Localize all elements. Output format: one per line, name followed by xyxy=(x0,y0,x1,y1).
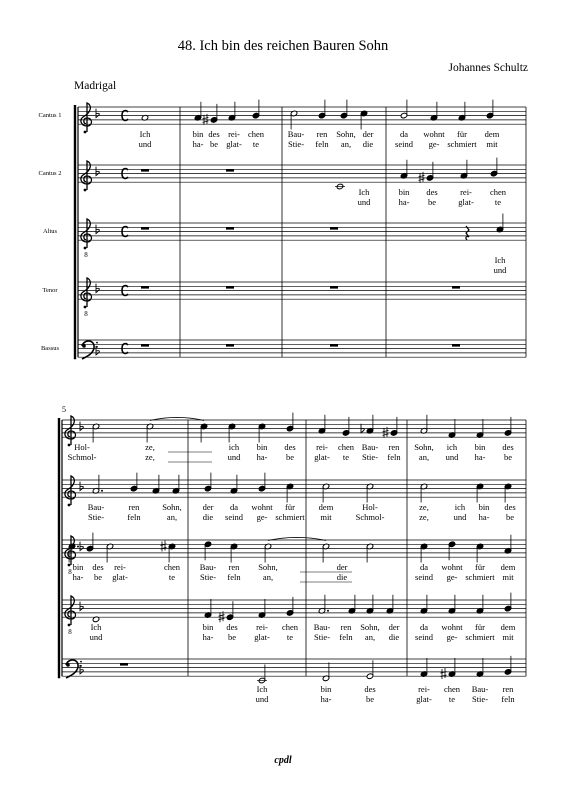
lyric-syllable: mit xyxy=(502,572,514,582)
augmentation-dot xyxy=(77,545,79,547)
lyric-syllable: ich xyxy=(228,442,240,452)
lyric-syllable: te xyxy=(286,632,294,642)
augmentation-dot xyxy=(101,490,103,492)
flat-sign-icon xyxy=(80,542,83,551)
whole-rest-icon xyxy=(226,286,234,288)
lyric-syllable: Stie- xyxy=(361,452,379,462)
whole-rest-icon xyxy=(330,344,338,346)
lyric-syllable: te xyxy=(448,694,456,704)
lyric-syllable: glat- xyxy=(458,197,474,207)
treble-clef-icon xyxy=(81,161,92,190)
flat-sign-icon xyxy=(96,284,99,293)
lyric-syllable: mit xyxy=(320,512,332,522)
treble-clef-tail-icon xyxy=(84,247,87,250)
piece-title: 48. Ich bin des reichen Bauren Sohn xyxy=(177,38,389,54)
lyric-syllable: für xyxy=(475,562,485,572)
lyric-syllable: Ich xyxy=(494,255,506,265)
lyric-syllable: be xyxy=(93,572,103,582)
lyric-syllable: an, xyxy=(364,632,376,642)
lyric-syllable: und xyxy=(89,632,103,642)
lyric-syllable: des xyxy=(502,442,514,452)
lyric-syllable: da xyxy=(399,129,409,139)
lyric-syllable: ze, xyxy=(419,512,429,522)
lyric-syllable: Ich xyxy=(90,622,102,632)
lyric-syllable: bin xyxy=(320,684,332,694)
lyric-syllable: Hol- xyxy=(362,502,378,512)
lyric-syllable: und xyxy=(453,512,467,522)
lyric-syllable: die xyxy=(202,512,214,522)
lyric-syllable: für xyxy=(457,129,467,139)
whole-rest-icon xyxy=(330,227,338,229)
lyric-syllable: seind xyxy=(225,512,243,522)
lyric-syllable: ich xyxy=(446,442,458,452)
whole-rest-icon xyxy=(452,344,460,346)
lyric-syllable: te xyxy=(342,452,350,462)
bass-clef-icon xyxy=(66,660,78,678)
lyric-syllable: ha- xyxy=(320,694,332,704)
lyric-syllable: die xyxy=(362,139,374,149)
lyric-syllable: be xyxy=(285,452,295,462)
lyric-syllable: da xyxy=(229,502,239,512)
lyric-syllable: be xyxy=(227,632,237,642)
lyric-syllable: Bau- xyxy=(471,684,489,694)
lyric-syllable: für xyxy=(285,502,295,512)
sharp-sign-icon xyxy=(441,668,447,679)
lyric-syllable: des xyxy=(284,442,296,452)
whole-rest-icon xyxy=(226,344,234,346)
lyric-syllable: chen xyxy=(337,442,355,452)
lyric-syllable: der xyxy=(202,502,214,512)
lyric-syllable: feln xyxy=(339,632,353,642)
lyric-syllable: Sohn, xyxy=(336,129,356,139)
lyric-syllable: mit xyxy=(486,139,498,149)
octave-eight-marker: 8 xyxy=(68,628,72,636)
lyric-syllable: Bau- xyxy=(199,562,217,572)
lyric-syllable: rei- xyxy=(316,442,328,452)
lyric-syllable: Bau- xyxy=(87,502,105,512)
lyric-syllable: des xyxy=(92,562,104,572)
whole-rest-icon xyxy=(141,286,149,288)
lyric-syllable: der xyxy=(388,622,400,632)
flat-sign-icon xyxy=(80,482,83,491)
lyric-syllable: bin xyxy=(72,562,84,572)
lyric-syllable: Bau- xyxy=(287,129,305,139)
lyric-syllable: ren xyxy=(340,622,352,632)
quarter-rest-icon xyxy=(466,226,469,240)
lyric-syllable: be xyxy=(427,197,437,207)
treble-clef-tail-icon xyxy=(84,306,87,309)
lyric-syllable: bin xyxy=(398,187,410,197)
lyric-syllable: feln xyxy=(387,452,401,462)
lyric-syllable: chen xyxy=(489,187,507,197)
lyric-syllable: Sohn, xyxy=(360,622,380,632)
lyric-syllable: ge- xyxy=(256,512,268,522)
lyric-syllable: feln xyxy=(315,139,329,149)
whole-rest-icon xyxy=(226,169,234,171)
lyric-syllable: des xyxy=(226,622,238,632)
whole-rest-icon xyxy=(141,227,149,229)
lyric-syllable: ich xyxy=(454,502,466,512)
lyric-syllable: Ich xyxy=(139,129,151,139)
lyric-syllable: chen xyxy=(281,622,299,632)
lyric-syllable: und xyxy=(445,452,459,462)
lyric-syllable: ha- xyxy=(192,139,204,149)
lyric-syllable: des xyxy=(208,129,220,139)
lyric-syllable: ren xyxy=(316,129,328,139)
lyric-syllable: Schmol- xyxy=(355,512,385,522)
lyric-syllable: schmiert xyxy=(465,632,495,642)
part-name-label: Cantus 2 xyxy=(38,170,62,177)
flat-sign-icon xyxy=(361,424,364,433)
lyric-syllable: mit xyxy=(502,632,514,642)
lyric-syllable: bin xyxy=(192,129,204,139)
lyric-syllable: glat- xyxy=(226,139,242,149)
lyric-syllable: ze, xyxy=(145,452,155,462)
lyric-syllable: chen xyxy=(247,129,265,139)
lyric-syllable: seind xyxy=(415,572,433,582)
lyric-syllable: ha- xyxy=(474,452,486,462)
notation-layer xyxy=(39,100,526,704)
treble-clef-tail-icon xyxy=(68,624,71,627)
lyric-syllable: an, xyxy=(418,452,430,462)
whole-rest-icon xyxy=(452,286,460,288)
lyric-syllable: Stie- xyxy=(287,139,305,149)
lyric-syllable: seind xyxy=(395,139,413,149)
lyric-syllable: rei- xyxy=(418,684,430,694)
lyric-syllable: ze, xyxy=(419,502,429,512)
bass-clef-dot-icon xyxy=(66,663,70,667)
lyric-syllable: ren xyxy=(388,442,400,452)
lyric-syllable: ha- xyxy=(202,632,214,642)
lyric-syllable: be xyxy=(505,512,515,522)
lyric-syllable: glat- xyxy=(254,632,270,642)
measure-number: 5 xyxy=(62,405,66,414)
lyric-syllable: dem xyxy=(484,129,500,139)
publisher-logo: cpdl xyxy=(274,755,292,766)
lyric-syllable: ren xyxy=(502,684,514,694)
lyric-syllable: chen xyxy=(163,562,181,572)
octave-eight-marker: 8 xyxy=(84,310,88,318)
lyric-syllable: schmiert xyxy=(447,139,477,149)
lyric-syllable: feln xyxy=(127,512,141,522)
sharp-sign-icon xyxy=(161,540,167,551)
lyric-syllable: da xyxy=(419,562,429,572)
flat-sign-icon xyxy=(80,602,83,611)
lyric-syllable: ge- xyxy=(446,572,458,582)
lyric-syllable: der xyxy=(362,129,374,139)
lyric-syllable: Stie- xyxy=(199,572,217,582)
lyric-syllable: schmiert xyxy=(275,512,305,522)
lyric-syllable: an, xyxy=(262,572,274,582)
lyric-syllable: Ich xyxy=(358,187,370,197)
lyric-syllable: dem xyxy=(500,622,516,632)
octave-eight-marker: 8 xyxy=(68,568,72,576)
lyric-syllable: bin xyxy=(202,622,214,632)
lyric-syllable: ren xyxy=(228,562,240,572)
whole-rest-icon xyxy=(141,344,149,346)
lyric-syllable: te xyxy=(168,572,176,582)
lyric-syllable: te xyxy=(494,197,502,207)
whole-rest-icon xyxy=(141,169,149,171)
lyric-syllable: schmiert xyxy=(465,572,495,582)
bass-clef-dot-icon xyxy=(82,344,86,348)
lyric-syllable: ze, xyxy=(145,442,155,452)
bass-clef-dot-icon xyxy=(80,661,82,663)
augmentation-dot xyxy=(327,610,329,612)
lyric-syllable: bin xyxy=(478,502,490,512)
part-name-label: Cantus 1 xyxy=(38,112,62,119)
lyric-syllable: ha- xyxy=(256,452,268,462)
lyric-syllable: Stie- xyxy=(87,512,105,522)
lyric-syllable: rei- xyxy=(114,562,126,572)
lyric-syllable: Bau- xyxy=(313,622,331,632)
lyric-syllable: seind xyxy=(415,632,433,642)
part-name-label: Altus xyxy=(42,228,58,235)
treble-clef-tail-icon xyxy=(84,131,87,134)
lyric-syllable: dem xyxy=(318,502,334,512)
part-name-label: Bassus xyxy=(40,345,60,352)
treble-clef-tail-icon xyxy=(68,504,71,507)
lyric-syllable: te xyxy=(252,139,260,149)
whole-rest-icon xyxy=(226,227,234,229)
lyric-syllable: wohnt xyxy=(441,562,463,572)
lyric-syllable: feln xyxy=(227,572,241,582)
octave-eight-marker: 8 xyxy=(84,251,88,259)
lyric-syllable: Stie- xyxy=(313,632,331,642)
lyric-syllable: Bau- xyxy=(361,442,379,452)
lyric-syllable: des xyxy=(364,684,376,694)
lyric-syllable: rei- xyxy=(460,187,472,197)
whole-rest-icon xyxy=(330,286,338,288)
lyric-syllable: ha- xyxy=(72,572,84,582)
lyric-syllable: und xyxy=(357,197,371,207)
lyric-syllable: Hol- xyxy=(74,442,90,452)
treble-clef-tail-icon xyxy=(68,444,71,447)
lyric-syllable: be xyxy=(365,694,375,704)
lyric-syllable: wohnt xyxy=(441,622,463,632)
lyric-syllable: be xyxy=(209,139,219,149)
lyric-syllable: bin xyxy=(474,442,486,452)
lyric-syllable: wohnt xyxy=(423,129,445,139)
lyric-syllable: ren xyxy=(128,502,140,512)
lyric-syllable: und xyxy=(255,694,269,704)
lyric-syllable: bin xyxy=(256,442,268,452)
lyric-syllable: die xyxy=(336,572,348,582)
lyric-syllable: und xyxy=(138,139,152,149)
lyric-syllable: feln xyxy=(501,694,515,704)
lyric-syllable: rei- xyxy=(256,622,268,632)
lyric-syllable: glat- xyxy=(112,572,128,582)
treble-clef-icon xyxy=(81,219,92,248)
lyric-syllable: an, xyxy=(166,512,178,522)
lyric-syllable: Ich xyxy=(256,684,268,694)
lyric-syllable: Sohn, xyxy=(414,442,434,452)
lyric-syllable: die xyxy=(388,632,400,642)
lyric-syllable: be xyxy=(503,452,513,462)
lyric-syllable: Sohn, xyxy=(258,562,278,572)
whole-rest-icon xyxy=(120,663,128,665)
lyric-syllable: wohnt xyxy=(251,502,273,512)
lyric-syllable: Sohn, xyxy=(162,502,182,512)
lyric-syllable: und xyxy=(493,265,507,275)
treble-clef-tail-icon xyxy=(84,189,87,192)
lyric-syllable: ge- xyxy=(446,632,458,642)
lyric-syllable: und xyxy=(227,452,241,462)
part-name-label: Tenor xyxy=(42,287,58,294)
composer-name: Johannes Schultz xyxy=(448,62,528,74)
flat-sign-icon xyxy=(96,225,99,234)
lyric-syllable: dem xyxy=(500,562,516,572)
bass-clef-icon xyxy=(82,341,94,359)
tempo-marking: Madrigal xyxy=(74,80,117,92)
treble-clef-tail-icon xyxy=(68,564,71,567)
lyric-syllable: glat- xyxy=(314,452,330,462)
lyric-syllable: an, xyxy=(340,139,352,149)
lyric-syllable: da xyxy=(419,622,429,632)
flat-sign-icon xyxy=(80,422,83,431)
lyric-syllable: rei- xyxy=(228,129,240,139)
lyric-syllable: des xyxy=(504,502,516,512)
lyric-syllable: Stie- xyxy=(471,694,489,704)
lyric-syllable: glat- xyxy=(416,694,432,704)
lyric-syllable: der xyxy=(336,562,348,572)
bass-clef-dot-icon xyxy=(96,342,98,344)
lyric-syllable: ha- xyxy=(398,197,410,207)
lyric-syllable: ge- xyxy=(428,139,440,149)
lyric-syllable: Schmol- xyxy=(67,452,97,462)
flat-sign-icon xyxy=(96,109,99,118)
lyric-syllable: chen xyxy=(443,684,461,694)
lyric-syllable: ha- xyxy=(478,512,490,522)
flat-sign-icon xyxy=(96,167,99,176)
lyric-syllable: für xyxy=(475,622,485,632)
lyric-syllable: des xyxy=(426,187,438,197)
